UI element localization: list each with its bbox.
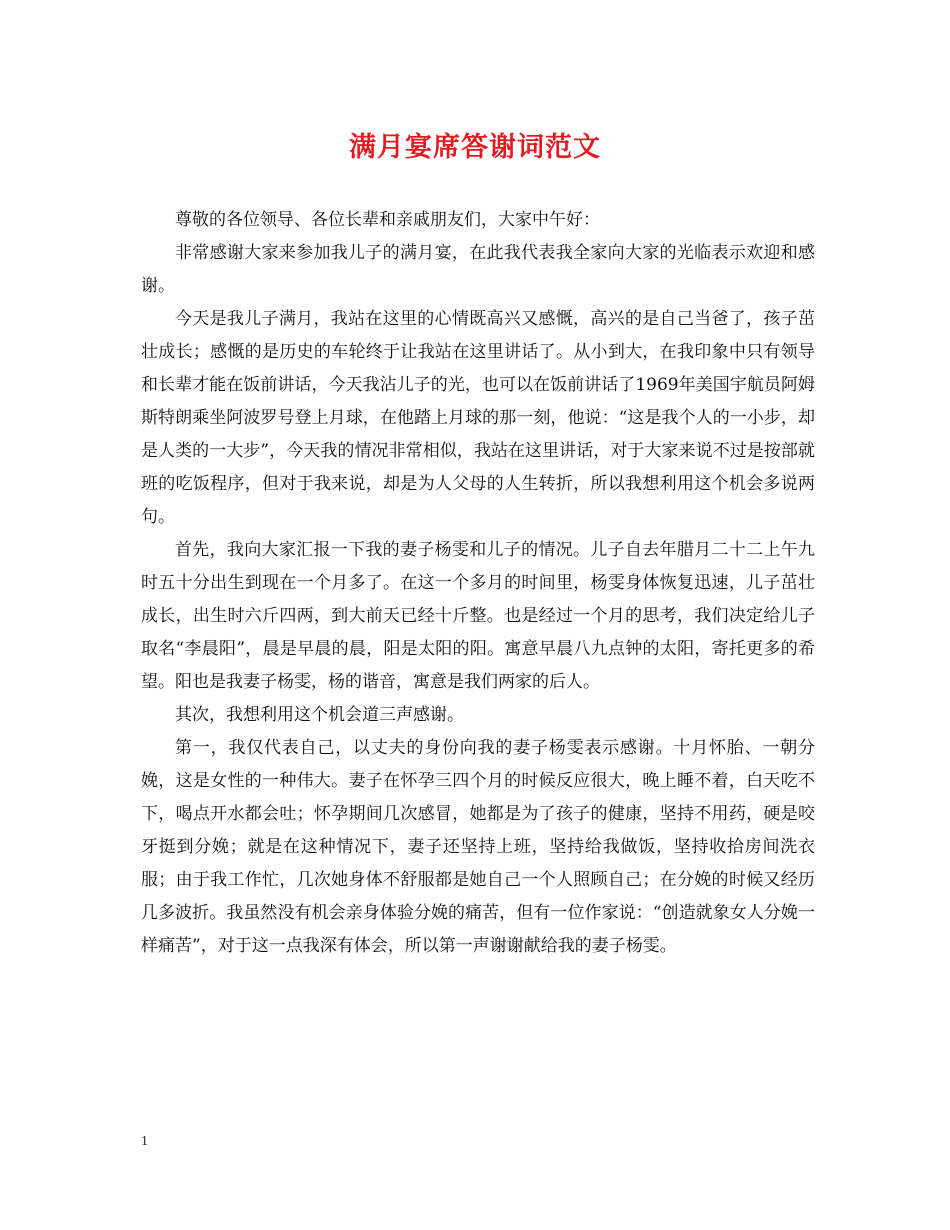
paragraph-second: 其次，我想利用这个机会道三声感谢。: [175, 705, 464, 725]
document-title: 满月宴席答谢词范文: [349, 132, 601, 163]
paragraph-first-thanks: 第一，我仅代表自己，以丈夫的身份向我的妻子杨雯表示感谢。十月怀胎、一朝分娩，这是女性的一种伟大。妻子在怀孕三四个月的时候反应很大，晚上睡不着，白天吃不下，喝点开水都会吐；怀孕期间几次感冒，她都是为了孩子的健康，坚持不用药，硬是咬牙挺到分娩；就是在这种情况下，妻子还坚持上班，坚持给我做饭，坚持收拾房间洗衣服；由于我工作忙，几次她身体不舒服都是她自己一个人照顾自己；在分娩的时候又经历几多波折。我虽然没有机会亲身体验分娩的痛苦，但有一位作家说：“创造就象女人分娩一样痛苦”，对于这一点我深有体会，所以第一声谢谢献给我的妻子杨雯。: [141, 738, 815, 956]
paragraph-greeting: 尊敬的各位领导、各位长辈和亲戚朋友们，大家中午好：: [175, 210, 600, 230]
paragraph-thanks: 非常感谢大家来参加我儿子的满月宴，在此我代表我全家向大家的光临表示欢迎和感谢。: [141, 243, 815, 296]
paragraph-first-report: 首先，我向大家汇报一下我的妻子杨雯和儿子的情况。儿子自去年腊月二十二上午九时五十分出生到现在一个月多了。在这一个多月的时间里，杨雯身体恢复迅速，儿子茁壮成长，出生时六斤四两，到大前天已经十斤整。也是经过一个月的思考，我们决定给儿子取名“李晨阳”，晨是早晨的晨，阳是太阳的阳。寓意早晨八九点钟的太阳，寄托更多的希望。阳也是我妻子杨雯，杨的谐音，寓意是我们两家的后人。: [141, 540, 815, 692]
page-number: 1: [141, 1134, 148, 1149]
document-body: [141, 204, 815, 963]
paragraph-today: 今天是我儿子满月，我站在这里的心情既高兴又感慨，高兴的是自己当爸了，孩子茁壮成长；感慨的是历史的车轮终于让我站在这里讲话了。从小到大，在我印象中只有领导和长辈才能在饭前讲话，今天我沾儿子的光，也可以在饭前讲话了1969年美国宇航员阿姆斯特朗乘坐阿波罗号登上月球，在他踏上月球的那一刻，他说：“这是我个人的一小步，却是人类的一大步”，今天我的情况非常相似，我站在这里讲话，对于大家来说不过是按部就班的吃饭程序，但对于我来说，却是为人父母的人生转折，所以我想利用这个机会多说两句。: [141, 309, 815, 527]
